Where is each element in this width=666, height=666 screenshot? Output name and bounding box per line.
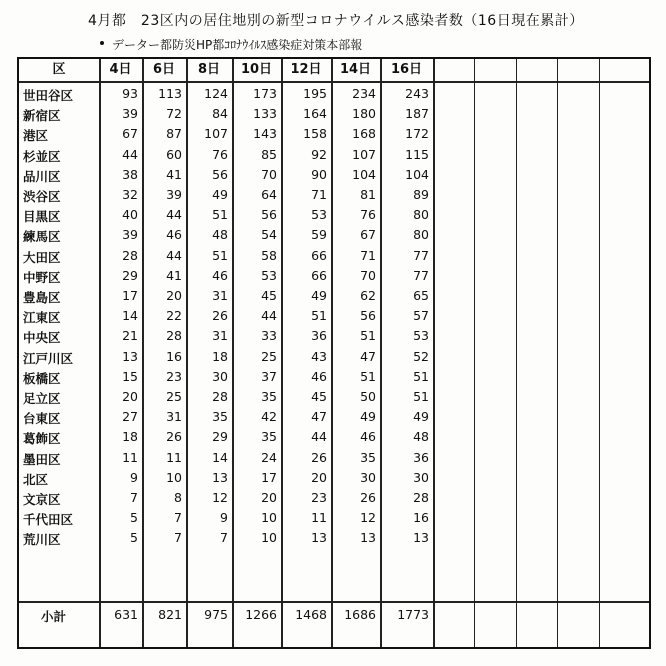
cell-value: 7 [130,490,138,505]
cell-value: 48 [212,227,228,243]
header-0: 4日 [109,62,132,77]
cell-value: 50 [360,389,376,404]
cell-value: 35 [261,429,277,445]
cell-value: 11 [166,449,182,465]
cell-value: 41 [166,166,182,182]
header-6: 16日 [390,62,423,77]
total-value: 1266 [245,607,277,622]
cell-value: 7 [174,530,182,546]
ward-name: 品川区 [23,168,61,184]
cell-value: 104 [352,166,376,182]
cell-value: 77 [413,247,429,263]
cell-value: 67 [122,126,138,142]
cell-value: 10 [261,510,277,526]
cell-value: 26 [311,449,327,465]
ward-name: 文京区 [23,492,61,507]
cell-value: 65 [413,288,429,303]
cell-value: 30 [413,469,429,485]
cell-value: 56 [212,166,228,182]
header-ward: 区 [52,62,66,77]
cell-value: 57 [413,308,429,324]
cell-value: 45 [311,389,327,404]
cell-value: 46 [212,267,228,283]
cell-value: 35 [212,409,228,425]
cell-value: 18 [122,429,138,445]
cell-value: 40 [122,207,138,223]
cell-value: 133 [253,106,277,122]
cell-value: 143 [253,126,277,142]
cell-value: 39 [122,227,138,243]
ward-name: 新宿区 [23,108,61,124]
cell-value: 56 [261,207,277,223]
ward-name: 江戸川区 [23,350,74,366]
cell-value: 195 [303,86,327,101]
ward-name: 板橋区 [23,370,61,386]
cell-value: 25 [166,389,182,404]
cell-value: 80 [413,227,429,243]
column-divider [232,59,234,647]
cell-value: 70 [360,267,376,283]
data-table [17,57,651,649]
total-value: 1773 [397,607,429,622]
cell-value: 13 [212,469,228,485]
column-divider [186,59,188,647]
cell-value: 20 [311,469,327,485]
header-2: 8日 [197,62,221,77]
cell-value: 51 [311,308,327,324]
cell-value: 24 [261,449,277,465]
cell-value: 5 [130,530,138,546]
total-value: 1686 [344,607,376,622]
source-note-text: データー都防災HP都ｺﾛﾅｳｲﾙｽ感染症対策本部報 [112,38,363,52]
total-divider [19,601,649,603]
cell-value: 13 [413,530,429,546]
cell-value: 47 [311,409,327,425]
cell-value: 9 [220,510,228,526]
cell-value: 9 [130,469,138,485]
cell-value: 44 [166,207,182,223]
cell-value: 53 [413,328,429,344]
total-value: 821 [158,607,182,622]
column-divider [281,59,283,647]
cell-value: 60 [166,146,182,162]
cell-value: 49 [212,187,228,202]
ward-name: 北区 [23,471,49,487]
page-title: 4月都 23区内の居住地別の新型コロナウイルス感染者数（16日現在累計） [88,13,584,29]
cell-value: 124 [204,86,228,101]
cell-value: 243 [405,86,429,101]
ward-name: 豊島区 [23,290,61,305]
cell-value: 84 [212,106,228,122]
cell-value: 45 [261,288,277,303]
header-4: 12日 [290,62,322,77]
cell-value: 76 [360,207,376,223]
cell-value: 28 [212,389,228,404]
ward-name: 渋谷区 [23,189,61,204]
cell-value: 35 [261,389,277,404]
cell-value: 35 [360,449,376,465]
cell-value: 51 [360,368,376,384]
ward-name: 墨田区 [23,451,61,467]
cell-value: 168 [352,126,376,142]
cell-value: 36 [311,328,327,344]
cell-value: 53 [261,267,277,283]
cell-value: 85 [261,146,277,162]
column-divider [331,59,333,647]
cell-value: 66 [311,267,327,283]
cell-value: 44 [311,429,327,445]
cell-value: 15 [122,368,138,384]
cell-value: 46 [311,368,327,384]
cell-value: 66 [311,247,327,263]
cell-value: 46 [360,429,376,445]
cell-value: 89 [413,187,429,202]
column-divider [474,59,475,647]
cell-value: 67 [360,227,376,243]
cell-value: 28 [166,328,182,344]
ward-name: 世田谷区 [23,88,74,103]
header-1: 6日 [152,62,176,77]
cell-value: 93 [122,86,138,101]
cell-value: 31 [212,328,228,344]
cell-value: 47 [360,348,376,364]
cell-value: 10 [261,530,277,546]
cell-value: 39 [166,187,182,202]
cell-value: 26 [212,308,228,324]
header-5: 14日 [339,62,372,77]
cell-value: 71 [311,187,327,202]
cell-value: 36 [413,449,429,465]
cell-value: 5 [130,510,138,526]
header-divider [19,81,649,83]
ward-name: 葛飾区 [23,431,61,447]
cell-value: 27 [122,409,138,425]
cell-value: 38 [122,166,138,182]
cell-value: 7 [220,530,228,546]
cell-value: 58 [261,247,277,263]
cell-value: 115 [405,146,429,162]
cell-value: 28 [413,490,429,505]
cell-value: 44 [166,247,182,263]
total-value: 631 [114,607,138,622]
cell-value: 23 [166,368,182,384]
cell-value: 164 [303,106,327,122]
cell-value: 29 [122,267,138,283]
total-value: 975 [204,607,228,622]
cell-value: 113 [158,86,182,101]
cell-value: 26 [166,429,182,445]
cell-value: 16 [413,510,429,526]
cell-value: 71 [360,247,376,263]
ward-name: 江東区 [23,310,61,326]
cell-value: 7 [174,510,182,526]
cell-value: 29 [212,429,228,445]
cell-value: 37 [261,368,277,384]
ward-name: 目黒区 [23,209,61,225]
cell-value: 172 [405,126,429,142]
cell-value: 42 [261,409,277,425]
cell-value: 44 [261,308,277,324]
cell-value: 12 [360,510,376,526]
cell-value: 51 [413,368,429,384]
column-divider [99,59,101,647]
cell-value: 56 [360,308,376,324]
source-note [100,36,362,53]
cell-value: 59 [311,227,327,243]
cell-value: 107 [352,146,376,162]
cell-value: 80 [413,207,429,223]
cell-value: 11 [122,449,138,465]
cell-value: 77 [413,267,429,283]
cell-value: 81 [360,187,376,202]
cell-value: 49 [413,409,429,425]
cell-value: 21 [122,328,138,344]
cell-value: 46 [166,227,182,243]
cell-value: 17 [122,288,138,303]
cell-value: 30 [360,469,376,485]
total-label: 小計 [41,609,67,624]
cell-value: 234 [352,86,376,101]
cell-value: 70 [261,166,277,182]
cell-value: 187 [405,106,429,122]
cell-value: 39 [122,106,138,122]
cell-value: 13 [122,348,138,364]
cell-value: 31 [166,409,182,425]
cell-value: 22 [166,308,182,324]
cell-value: 31 [212,288,228,303]
cell-value: 10 [166,469,182,485]
cell-value: 14 [212,449,228,465]
column-divider [557,59,558,647]
cell-value: 41 [166,267,182,283]
cell-value: 49 [360,409,376,425]
ward-name: 港区 [23,128,49,144]
column-divider [516,59,517,647]
cell-value: 173 [253,86,277,101]
cell-value: 30 [212,368,228,384]
cell-value: 14 [122,308,138,324]
header-3: 10日 [240,62,273,77]
cell-value: 51 [212,247,228,263]
cell-value: 51 [413,389,429,404]
cell-value: 12 [212,490,228,505]
bullet-icon [100,41,104,45]
cell-value: 104 [405,166,429,182]
ward-name: 千代田区 [23,512,74,528]
cell-value: 28 [122,247,138,263]
cell-value: 11 [311,510,327,526]
cell-value: 158 [303,126,327,142]
cell-value: 48 [413,429,429,445]
cell-value: 32 [122,187,138,202]
ward-name: 大田区 [23,249,61,265]
total-value: 1468 [295,607,327,622]
cell-value: 72 [166,106,182,122]
cell-value: 49 [311,288,327,303]
ward-name: 荒川区 [23,532,61,548]
ward-name: 杉並区 [23,148,61,164]
ward-name: 練馬区 [23,229,61,245]
cell-value: 23 [311,490,327,505]
cell-value: 64 [261,187,277,202]
cell-value: 20 [261,490,277,505]
cell-value: 92 [311,146,327,162]
column-divider [599,59,600,647]
cell-value: 76 [212,146,228,162]
column-divider [433,59,435,647]
ward-name: 台東区 [23,411,61,427]
ward-name: 中野区 [23,269,61,285]
cell-value: 13 [311,530,327,546]
cell-value: 107 [204,126,228,142]
cell-value: 13 [360,530,376,546]
cell-value: 54 [261,227,277,243]
cell-value: 44 [122,146,138,162]
cell-value: 25 [261,348,277,364]
cell-value: 90 [311,166,327,182]
column-divider [142,59,144,647]
cell-value: 17 [261,469,277,485]
cell-value: 51 [212,207,228,223]
cell-value: 180 [352,106,376,122]
cell-value: 33 [261,328,277,344]
cell-value: 26 [360,490,376,505]
cell-value: 8 [174,490,182,505]
ward-name: 中央区 [23,330,61,346]
cell-value: 18 [212,348,228,364]
ward-name: 足立区 [23,391,61,406]
cell-value: 51 [360,328,376,344]
column-divider [380,59,382,647]
cell-value: 53 [311,207,327,223]
cell-value: 20 [166,288,182,303]
cell-value: 62 [360,288,376,303]
cell-value: 52 [413,348,429,364]
cell-value: 16 [166,348,182,364]
cell-value: 43 [311,348,327,364]
cell-value: 87 [166,126,182,142]
cell-value: 20 [122,389,138,404]
